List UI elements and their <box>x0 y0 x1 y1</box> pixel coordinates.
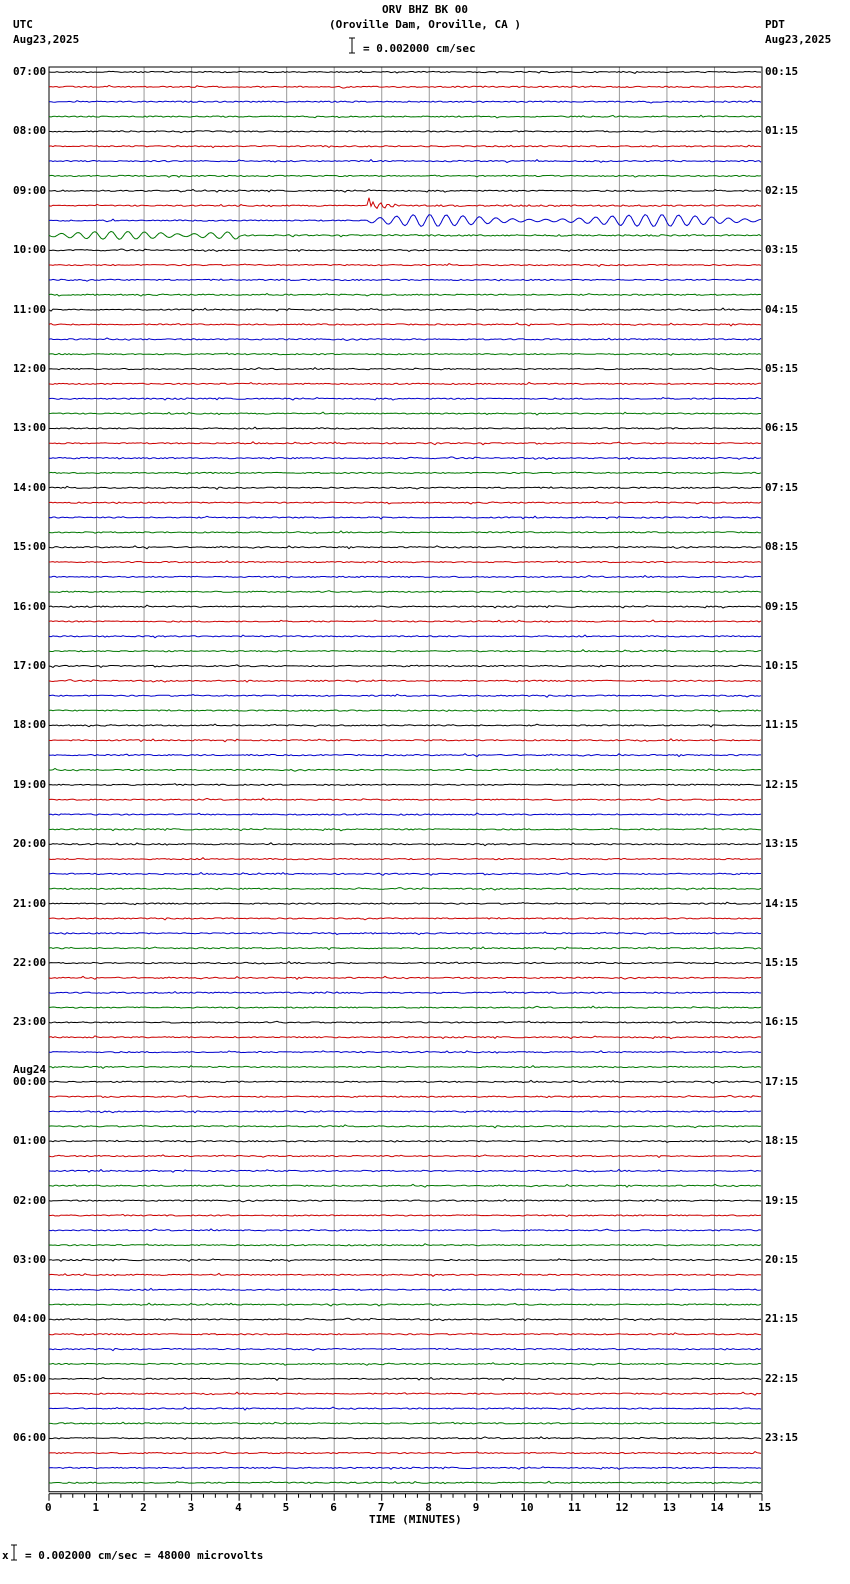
trace-row <box>49 531 761 534</box>
utc-hour-label: 23:00 <box>13 1015 47 1029</box>
trace-row <box>49 1422 761 1424</box>
trace-row <box>49 754 761 757</box>
trace-row <box>49 1273 761 1276</box>
trace-row <box>49 353 761 355</box>
x-tick-label: 5 <box>282 1500 290 1514</box>
trace-row <box>49 382 761 384</box>
trace-row <box>49 215 761 227</box>
trace-row <box>49 739 761 742</box>
plot-frame <box>49 67 762 1492</box>
x-tick-label: 3 <box>187 1500 195 1514</box>
trace-row <box>49 71 761 74</box>
utc-hour-label: 09:00 <box>13 183 47 197</box>
trace-row <box>49 962 761 965</box>
trace-row <box>49 873 761 876</box>
trace-row <box>49 813 761 815</box>
axis-group <box>49 1494 762 1501</box>
utc-hour-label: 12:00 <box>13 362 47 375</box>
trace-row <box>49 249 761 251</box>
utc-hour-label: 18:00 <box>13 718 47 732</box>
trace-row <box>49 694 761 697</box>
utc-hour-label: 17:00 <box>13 659 47 672</box>
trace-row <box>49 605 761 608</box>
trace-row <box>49 427 761 429</box>
trace-row <box>49 635 761 638</box>
trace-row <box>49 1467 761 1470</box>
pdt-hour-label: 08:15 <box>765 540 799 554</box>
trace-row <box>49 902 761 905</box>
trace-row <box>49 308 761 311</box>
trace-row <box>49 1184 761 1187</box>
utc-hour-label: 16:00 <box>13 599 47 613</box>
trace-row <box>49 338 761 341</box>
header-scale-label: = 0.002000 cm/sec <box>363 42 476 55</box>
trace-row <box>49 1318 761 1320</box>
trace-row <box>49 650 761 652</box>
trace-row <box>49 947 761 950</box>
trace-row <box>49 784 761 786</box>
utc-hour-label: 22:00 <box>13 956 47 969</box>
trace-row <box>49 1303 761 1306</box>
trace-row <box>49 591 761 593</box>
trace-row <box>49 1051 761 1053</box>
pdt-hour-label: 16:15 <box>765 1015 799 1029</box>
pdt-hour-label: 21:15 <box>765 1312 799 1326</box>
pdt-hour-label: 04:15 <box>765 302 799 316</box>
trace-row <box>49 858 761 860</box>
trace-row <box>49 1006 761 1009</box>
trace-row <box>49 175 761 177</box>
x-tick-label: 2 <box>140 1500 147 1514</box>
trace-row <box>49 992 761 994</box>
trace-row <box>49 1021 761 1023</box>
pdt-hour-label: 06:15 <box>765 421 799 435</box>
x-tick-label: 8 <box>425 1500 432 1514</box>
trace-row <box>49 1080 761 1083</box>
trace-row <box>49 1169 761 1172</box>
trace-row <box>49 561 761 563</box>
utc-hour-label: 05:00 <box>13 1371 47 1385</box>
utc-hour-label: 01:00 <box>13 1134 47 1148</box>
trace-row <box>49 1288 761 1290</box>
utc-hour-label: 02:00 <box>13 1193 47 1207</box>
trace-row <box>49 1333 761 1336</box>
x-tick-label: 1 <box>92 1500 100 1514</box>
utc-hour-label: 00:00 <box>13 1074 47 1088</box>
trace-row <box>49 323 761 326</box>
trace-row <box>49 231 761 239</box>
x-tick-label: 9 <box>472 1500 480 1514</box>
trace-row <box>49 160 761 163</box>
pdt-hour-label: 18:15 <box>765 1134 799 1148</box>
trace-row <box>49 546 761 549</box>
trace-row <box>49 1229 761 1231</box>
pdt-hour-label: 00:15 <box>765 65 799 78</box>
footer-scale-note-prefix: x <box>2 1549 9 1562</box>
utc-hour-label: 20:00 <box>13 837 47 851</box>
x-tick-label: 13 <box>662 1500 677 1514</box>
trace-row <box>49 1437 761 1440</box>
trace-row <box>49 1452 761 1454</box>
trace-row <box>49 1125 761 1128</box>
trace-row <box>49 145 761 147</box>
x-axis-label: TIME (MINUTES) <box>369 1512 462 1526</box>
pdt-hour-label: 01:15 <box>765 124 799 138</box>
pdt-hour-label: 11:15 <box>765 718 799 732</box>
trace-row <box>49 442 761 445</box>
trace-row <box>49 1200 761 1202</box>
x-tick-label: 14 <box>710 1500 724 1514</box>
header-scale-bar-icon <box>349 38 355 53</box>
trace-row <box>49 1244 761 1246</box>
pdt-hour-label: 17:15 <box>765 1074 799 1088</box>
trace-row <box>49 1363 761 1366</box>
trace-row <box>49 100 761 103</box>
trace-row <box>49 798 761 800</box>
trace-row <box>49 724 761 727</box>
trace-row <box>49 85 761 88</box>
trace-row <box>49 888 761 890</box>
date-change-label: Aug24 <box>13 1062 47 1076</box>
pdt-hour-label: 02:15 <box>765 183 799 197</box>
trace-row <box>49 769 761 772</box>
trace-row <box>49 1392 761 1395</box>
trace-row <box>49 190 761 193</box>
pdt-hour-label: 22:15 <box>765 1371 799 1385</box>
trace-row <box>49 576 761 579</box>
right-timezone: PDT <box>765 18 785 31</box>
utc-hour-label: 19:00 <box>13 777 47 791</box>
trace-row <box>49 486 761 489</box>
x-tick-label: 12 <box>615 1500 629 1514</box>
utc-hour-label: 15:00 <box>13 540 47 554</box>
trace-row <box>49 368 761 370</box>
trace-row <box>49 680 761 682</box>
trace-row <box>49 1066 761 1069</box>
x-tick-label: 10 <box>520 1500 534 1514</box>
utc-hour-label: 08:00 <box>13 124 47 138</box>
trace-row <box>49 397 761 400</box>
left-timezone: UTC <box>13 18 33 31</box>
trace-row <box>49 516 761 519</box>
trace-row <box>49 620 761 622</box>
footer-scale-bar-icon <box>11 1545 17 1560</box>
x-tick-label: 15 <box>758 1500 772 1514</box>
trace-row <box>49 472 761 474</box>
pdt-hour-label: 13:15 <box>765 837 799 851</box>
x-tick-label: 4 <box>235 1500 242 1514</box>
trace-row <box>49 918 761 920</box>
trace-group <box>49 71 761 1484</box>
pdt-hour-label: 23:15 <box>765 1431 799 1445</box>
trace-row <box>49 1096 761 1098</box>
trace-row <box>49 932 761 935</box>
utc-hour-label: 21:00 <box>13 896 47 910</box>
trace-row <box>49 843 761 846</box>
plot-border <box>49 67 762 1492</box>
trace-row <box>49 1348 761 1350</box>
pdt-hour-label: 09:15 <box>765 599 799 613</box>
trace-row <box>49 1407 761 1410</box>
trace-row <box>49 1259 761 1262</box>
pdt-hour-label: 19:15 <box>765 1193 799 1207</box>
footer-scale-note: = 0.002000 cm/sec = 48000 microvolts <box>25 1549 264 1562</box>
utc-hour-label: 03:00 <box>13 1253 47 1266</box>
left-date: Aug23,2025 <box>13 33 80 46</box>
utc-hour-label: 10:00 <box>13 243 47 257</box>
trace-row <box>49 1111 761 1113</box>
trace-row <box>49 294 761 297</box>
trace-row <box>49 1155 761 1158</box>
trace-row <box>49 665 761 668</box>
x-tick-label: 7 <box>377 1500 385 1514</box>
pdt-hour-label: 03:15 <box>765 243 799 257</box>
trace-row <box>49 710 761 712</box>
trace-row <box>49 1036 761 1039</box>
pdt-hour-label: 14:15 <box>765 896 799 910</box>
utc-hour-label: 04:00 <box>13 1312 47 1326</box>
pdt-hour-label: 12:15 <box>765 777 799 791</box>
pdt-hour-label: 05:15 <box>765 362 799 375</box>
x-tick-label: 6 <box>330 1500 337 1514</box>
trace-row <box>49 501 761 504</box>
x-tick-label: 0 <box>45 1500 52 1514</box>
trace-row <box>49 198 761 209</box>
trace-row <box>49 1378 761 1381</box>
trace-row <box>49 828 761 831</box>
trace-row <box>49 264 761 267</box>
pdt-hour-label: 15:15 <box>765 956 799 969</box>
pdt-hour-label: 10:15 <box>765 659 799 672</box>
station-title: ORV BHZ BK 00 <box>381 3 469 16</box>
trace-row <box>49 412 761 415</box>
trace-row <box>49 115 761 118</box>
x-tick-label: 11 <box>567 1500 582 1514</box>
utc-hour-label: 13:00 <box>13 421 47 435</box>
trace-row <box>49 457 761 459</box>
station-location: (Oroville Dam, Oroville, CA ) <box>328 18 522 31</box>
pdt-hour-label: 20:15 <box>765 1253 799 1266</box>
utc-hour-label: 06:00 <box>13 1431 47 1445</box>
trace-row <box>49 976 761 979</box>
trace-row <box>49 1214 761 1216</box>
pdt-hour-label: 07:15 <box>765 480 799 494</box>
trace-row <box>49 131 761 133</box>
right-date: Aug23,2025 <box>765 33 832 46</box>
utc-hour-label: 07:00 <box>13 65 47 78</box>
trace-row <box>49 1481 761 1483</box>
utc-hour-label: 11:00 <box>13 302 47 316</box>
trace-row <box>49 279 761 281</box>
utc-hour-label: 14:00 <box>13 480 47 494</box>
trace-row <box>49 1140 761 1142</box>
